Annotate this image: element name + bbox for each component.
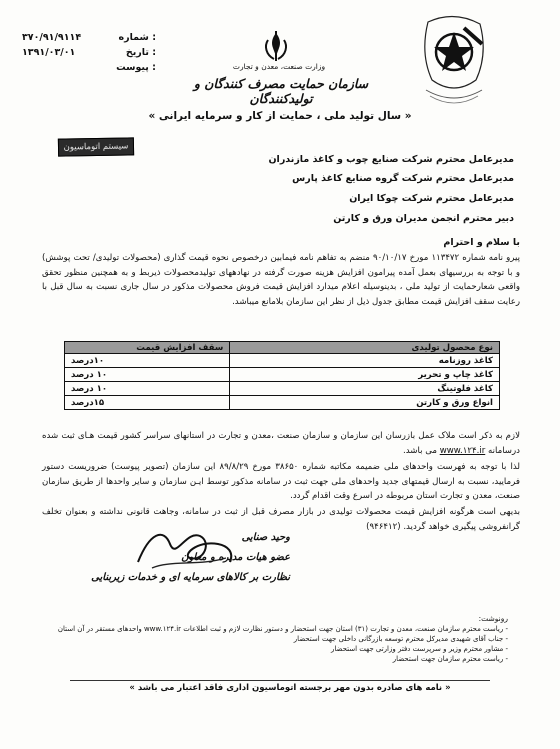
table-header-ceiling: سقف افزایش قیمت	[65, 342, 230, 354]
signatory-title: عضو هیات مدیره و معاون	[181, 552, 290, 563]
letter-date-label: : تاریخ	[125, 47, 156, 58]
table-row	[65, 396, 500, 410]
automation-stamp: سیستم اتوماسیون	[58, 137, 134, 156]
letter-date: ۱۳۹۱/۰۳/۰۱	[22, 47, 76, 58]
cc-line: - جناب آقای شهیدی مدیرکل محترم توسعه بازرگانی داخلی جهت استحضار	[293, 635, 508, 643]
ceiling-cell: ۱۰ درصد	[65, 368, 230, 382]
iran-emblem-icon	[262, 30, 290, 64]
signature-scribble-icon	[130, 522, 240, 574]
carbon-copy-list	[28, 614, 508, 664]
ceiling-cell: ۱۵درصد	[65, 396, 230, 410]
paragraph-reference-text: لازم به ذکر است ملاک عمل بازرسان این سازمان و سازمان صنعت ،معدن و تجارت در استانهای سراسر کشور قیمت هـای ثبت شده درسامانه	[42, 431, 520, 456]
table-row	[65, 382, 500, 396]
letter-number: ۳۷۰/۹۱/۹۱۱۴	[22, 32, 82, 43]
addressee: مدیرعامل محترم شرکت گروه صنایع کاغذ پارس	[292, 173, 514, 184]
ceiling-cell: ۱۰ درصد	[65, 382, 230, 396]
organization-logo-icon	[418, 14, 490, 112]
cc-heading: رونوشت:	[478, 614, 508, 623]
addressee: دبیر محترم انجمن مدیران ورق و کارتن	[333, 213, 514, 224]
letter-meta	[22, 30, 156, 75]
footer-divider	[70, 680, 490, 681]
paragraph-intro: پیرو نامه شماره ۱۱۳۴۷۲ مورخ ۹۰/۱۰/۱۷ منضم به تفاهم نامه فیمابین درخصوص نحوه قیمت گذاری (محصولات تولیدی/ تحت پوشش) و با توجه به بررسیهای بعمل آمده پیرامون افزایش هزینه صورت گرفته در نهادههای تولیدمحصولات ذیربط و به همچنین منظور تحقق واقعی شعارحمایت از تولید ملی ، بدینوسیله اعلام میدارد افزایش قیمت فروش محصولات مذکور در سال جاری نسبت به سال قبل با رعایت سقف افزایش قیمت مطابق جدول ذیل از نظر این سازمان بلامانع میباشد.	[42, 253, 521, 307]
product-cell: کاغذ چاپ و تحریر	[230, 368, 500, 382]
paragraph-instruction: لذا با توجه به فهرست واحدهای ملی ضمیمه مکاتبه شماره ۳۸۶۵۰ مورخ ۸۹/۸/۲۹ این سازمان (تصویر پیوست) ضروریست دستور فرمایید، نسبت به ارسال قیمتهای جدید واحدهای ملی جهت ثبت در سامانه مذکور توسط ایـن سازمان و سایر واحدها از طریق سازمان صنعت، معدن و تجارت استان مربوطه در اسرع وقت اقدام گردد.	[42, 462, 520, 502]
signatory-name: وحید صنایی	[241, 532, 290, 543]
letter-number-label: : شماره	[118, 32, 156, 43]
table-row	[65, 354, 500, 368]
product-cell: کاغذ روزنامه	[230, 354, 500, 368]
table-header-product: نوع محصول تولیدی	[230, 342, 500, 354]
organization-name: سازمان حمایت مصرف کنندگان و تولیدکنندگان	[193, 76, 369, 106]
slogan: « سال تولید ملی ، حمایت از کار و سرمایه ایرانی »	[148, 110, 412, 122]
product-cell: انواع ورق و کارتن	[230, 396, 500, 410]
product-cell: کاغذ فلوتینگ	[230, 382, 500, 396]
signatory-department: نظارت بر کالاهای سرمایه ای و خدمات زیربنایی	[91, 572, 290, 583]
cc-line: - ریاست محترم سازمان جهت استحضار	[392, 655, 508, 663]
addressee: مدیرعامل محترم شرکت چوکا ایران	[349, 193, 514, 204]
paragraph-reference	[42, 429, 520, 458]
paragraph-reference-end: می باشد.	[403, 445, 437, 456]
table-row	[65, 368, 500, 382]
ceiling-cell: ۱۰درصد	[65, 354, 230, 368]
cc-line: - مشاور محترم وزیر و سرپرست دفتر وزارتی جهت استحضار	[330, 645, 508, 653]
website-link[interactable]: www.۱۲۴.ir	[439, 445, 486, 456]
ministry-name: وزارت صنعت، معدن و تجارت	[232, 62, 326, 71]
footer-notice: « نامه های صادره بدون مهر برجسته اتوماسیون اداری فاقد اعتبار می باشد »	[129, 683, 451, 693]
cc-line: - ریاست محترم سازمان صنعت، معدن و تجارت (۳۱) استان جهت استحضار و دستور نظارت لازم و ثبت اطلاعات www.۱۲۴.ir واحدهای مستقر در آن استان	[57, 625, 508, 633]
addressee: مدیرعامل محترم شرکت صنایع چوب و کاغذ مازندران	[268, 154, 514, 165]
price-increase-table	[64, 341, 500, 410]
paragraph-warning: بدیهی است هرگونه افزایش قیمت محصولات تولیدی در بازار مصرف قبل از ثبت در سامانه، وجاهت قانونی نداشته و بعنوان تخلف گرانفروشی پیگیری خواهد گردید. (۹۴۶۴۱۲)	[42, 507, 520, 532]
letter-attachment-label: : پیوست	[116, 62, 156, 73]
greeting: با سلام و احترام	[443, 237, 520, 248]
